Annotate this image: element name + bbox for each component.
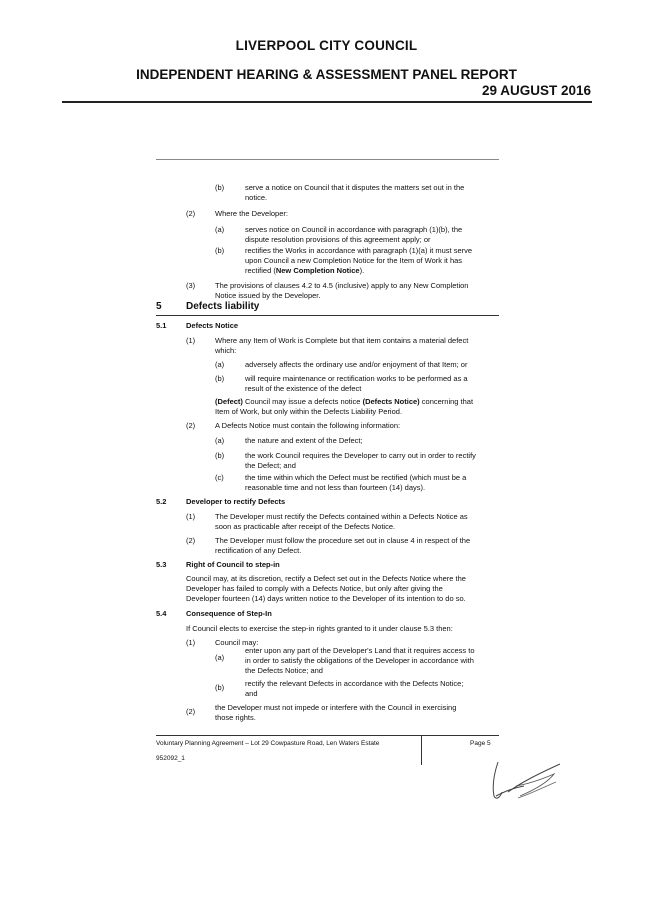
footer-document-id: 952092_1 — [156, 755, 185, 762]
clause-text: enter upon any part of the Developer's Land that it requires access to — [245, 646, 475, 655]
clause-number: (1) — [186, 512, 196, 521]
subsection-number: 5.1 — [156, 321, 167, 330]
footer-agreement-title: Voluntary Planning Agreement – Lot 29 Cowpasture Road, Len Waters Estate — [156, 740, 380, 747]
clause-text: the Defects Notice; and — [245, 666, 323, 675]
handwritten-signature — [478, 752, 568, 804]
clause-number: (3) — [186, 281, 196, 290]
clause-text: which: — [215, 346, 237, 355]
subsection-heading: Consequence of Step-In — [186, 609, 272, 618]
clause-text: (Defect) Council may issue a defects notice (Defects Notice) concerning that — [215, 397, 474, 406]
footer-page-number: Page 5 — [470, 740, 491, 747]
clause-text: those rights. — [215, 713, 256, 722]
clause-text: Item of Work, but only within the Defects Liability Period. — [215, 407, 403, 416]
subsection-number: 5.3 — [156, 560, 167, 569]
clause-text: The Developer must follow the procedure set out in clause 4 in respect of the — [215, 536, 471, 545]
clause-text: A Defects Notice must contain the following information: — [215, 421, 401, 430]
clause-text: the Developer must not impede or interfere with the Council in exercising — [215, 703, 457, 712]
clause-text: If Council elects to exercise the step-in rights granted to it under clause 5.3 then: — [186, 624, 453, 633]
clause-number: (b) — [215, 451, 225, 460]
clause-text: The provisions of clauses 4.2 to 4.5 (inclusive) apply to any New Completion — [215, 281, 469, 290]
clause-text: rectification of any Defect. — [215, 546, 302, 555]
clause-text: the work Council requires the Developer to carry out in order to rectify — [245, 451, 476, 460]
clause-text: the Defect; and — [245, 461, 296, 470]
report-date: 29 AUGUST 2016 — [481, 83, 591, 98]
clause-number: (c) — [215, 473, 224, 482]
clause-number: (2) — [186, 209, 196, 218]
subsection-heading: Defects Notice — [186, 321, 239, 330]
section-number: 5 — [156, 301, 162, 312]
subsection-number: 5.2 — [156, 497, 167, 506]
clause-number: (b) — [215, 183, 225, 192]
clause-text: notice. — [245, 193, 268, 202]
section-divider — [156, 315, 499, 316]
header-divider — [62, 101, 592, 103]
clause-text: Where the Developer: — [215, 209, 288, 218]
clause-number: (b) — [215, 246, 225, 255]
clause-number: (2) — [186, 707, 196, 716]
clause-text: reasonable time and not less than fourteen (14) days). — [245, 483, 426, 492]
clause-text: rectifies the Works in accordance with paragraph (1)(a) it must serve — [245, 246, 473, 255]
clause-text: the time within which the Defect must be rectified (which must be a — [245, 473, 467, 482]
clause-text: serves notice on Council in accordance with paragraph (1)(b), the — [245, 225, 463, 234]
clause-text: in order to satisfy the obligations of the Developer in accordance with — [245, 656, 474, 665]
clause-text: soon as practicable after receipt of the Defects Notice. — [215, 522, 396, 531]
clause-text: rectified (New Completion Notice). — [245, 266, 365, 275]
clause-text: dispute resolution provisions of this agreement apply; or — [245, 235, 431, 244]
clause-text: Notice issued by the Developer. — [215, 291, 321, 300]
clause-number: (b) — [215, 683, 225, 692]
clause-number: (1) — [186, 336, 196, 345]
council-name: LIVERPOOL CITY COUNCIL — [235, 38, 418, 53]
clause-text: Council may: — [215, 638, 259, 647]
footer-column-divider — [421, 735, 422, 765]
clause-text: Where any Item of Work is Complete but that item contains a material defect — [215, 336, 469, 345]
clause-number: (2) — [186, 536, 196, 545]
page-top-divider — [156, 159, 499, 160]
clause-number: (a) — [215, 653, 225, 662]
subsection-heading: Developer to rectify Defects — [186, 497, 286, 506]
subsection-heading: Right of Council to step-in — [186, 560, 280, 569]
clause-number: (2) — [186, 421, 196, 430]
clause-number: (b) — [215, 374, 225, 383]
report-title: INDEPENDENT HEARING & ASSESSMENT PANEL REPORT — [136, 67, 517, 82]
clause-text: and — [245, 689, 258, 698]
clause-number: (a) — [215, 225, 225, 234]
clause-text: Developer has failed to comply with a Defects Notice, but only after giving the — [186, 584, 443, 593]
clause-text: upon Council a new Completion Notice for the Item of Work it has — [245, 256, 463, 265]
clause-text: rectify the relevant Defects in accordance with the Defects Notice; — [245, 679, 464, 688]
clause-text: result of the existence of the defect — [245, 384, 362, 393]
clause-text: adversely affects the ordinary use and/or enjoyment of that Item; or — [245, 360, 468, 369]
clause-text: the nature and extent of the Defect; — [245, 436, 363, 445]
section-heading: Defects liability — [186, 301, 260, 312]
clause-number: (a) — [215, 360, 225, 369]
footer-divider — [156, 735, 499, 736]
clause-text: The Developer must rectify the Defects contained within a Defects Notice as — [215, 512, 468, 521]
subsection-number: 5.4 — [156, 609, 167, 618]
clause-text: serve a notice on Council that it disputes the matters set out in the — [245, 183, 465, 192]
clause-text: Council may, at its discretion, rectify a Defect set out in the Defects Notice where the — [186, 574, 466, 583]
clause-text: Developer fourteen (14) days written notice to the Developer of its intention to do so. — [186, 594, 466, 603]
clause-number: (1) — [186, 638, 196, 647]
clause-text: will require maintenance or rectification works to be performed as a — [245, 374, 468, 383]
clause-number: (a) — [215, 436, 225, 445]
